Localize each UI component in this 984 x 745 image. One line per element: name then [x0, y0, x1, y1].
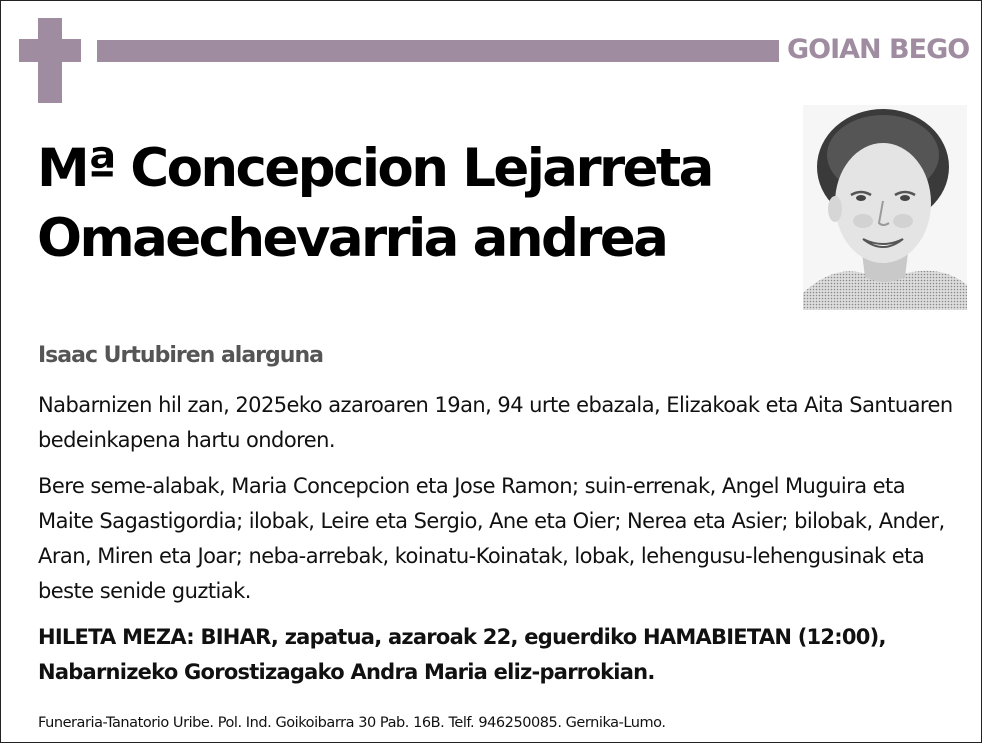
cross-icon-bar — [19, 39, 81, 62]
deceased-name-line2: Omaechevarria andrea — [37, 208, 667, 269]
deceased-name — [37, 134, 797, 274]
portrait-photo — [803, 105, 967, 310]
header-label: GOIAN BEGO — [787, 34, 970, 65]
death-announcement-paragraph: Nabarnizen hil zan, 2025eko azaroaren 19an, 94 urte ebazala, Elizakoak eta Aita Santuaren bedeinkapena hartu ondoren. — [38, 393, 953, 452]
widow-of-subtitle: Isaac Urtubiren alarguna — [38, 343, 323, 368]
funeral-mass-paragraph: HILETA MEZA: BIHAR, zapatua, azaroak 22, eguerdiko HAMABIETAN (12:00), Nabarnizeko Gorostizagako Andra Maria eliz-parrokian. — [38, 625, 886, 684]
deceased-name-line1: Mª Concepcion Lejarreta — [37, 138, 712, 199]
family-paragraph: Bere seme-alabak, Maria Concepcion eta Jose Ramon; suin-errenak, Angel Muguira eta Maite Sagastigordia; ilobak, Leire eta Sergio, Ane eta Oier; Nerea eta Asier; bilobak, Ander, Aran, Miren eta Joar; neba-arrebak, koinatu-Koinatak, lobak, lehengusu-lehengusinak eta beste senide guztiak. — [38, 474, 945, 603]
header-rule — [97, 40, 779, 62]
portrait-photo-image — [803, 105, 967, 310]
funeral-home-footer: Funeraria-Tanatorio Uribe. Pol. Ind. Goikoibarra 30 Pab. 16B. Telf. 946250085. Gernika-Lumo. — [38, 715, 666, 731]
